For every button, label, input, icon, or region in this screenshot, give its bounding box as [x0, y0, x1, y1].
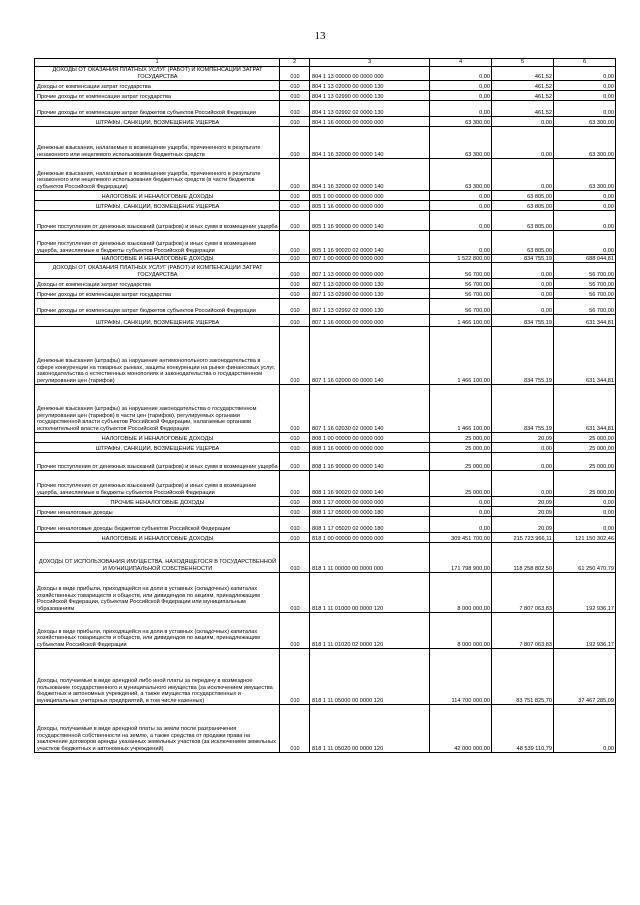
cell-rem: 63 300,00 — [554, 127, 616, 159]
cell-name: Доходы от компенсации затрат государства — [35, 279, 280, 289]
cell-rem: 0,00 — [554, 211, 616, 231]
cell-name: Прочие доходы от компенсации затрат государства — [35, 91, 280, 101]
cell-name: ШТРАФЫ, САНКЦИИ, ВОЗМЕЩЕНИЕ УЩЕРБА — [35, 117, 280, 127]
cell-kbk: 804 1 13 02992 02 0000 130 — [310, 101, 430, 117]
cell-name: ДОХОДЫ ОТ ОКАЗАНИЯ ПЛАТНЫХ УСЛУГ (РАБОТ) И КОМПЕНСАЦИИ ЗАТРАТ ГОСУДАРСТВА — [35, 263, 280, 279]
table-row — [35, 201, 616, 211]
cell-code: 010 — [280, 101, 310, 117]
table-row — [35, 433, 616, 443]
cell-rem: 0,00 — [554, 201, 616, 211]
cell-plan: 25 000,00 — [430, 443, 492, 453]
cell-rem: 121 150 302,46 — [554, 533, 616, 543]
table-row — [35, 279, 616, 289]
cell-code: 010 — [280, 231, 310, 255]
cell-kbk: 808 1 16 00000 00 0000 000 — [310, 443, 430, 453]
cell-rem: 631 344,81 — [554, 327, 616, 385]
table-row — [35, 649, 616, 705]
cell-code: 010 — [280, 507, 310, 517]
column-header: 3 — [310, 59, 430, 67]
cell-plan: 0,00 — [430, 517, 492, 533]
cell-rem: 0,00 — [554, 507, 616, 517]
cell-kbk: 807 1 16 02000 00 0000 140 — [310, 327, 430, 385]
column-header: 5 — [492, 59, 554, 67]
cell-rem: 631 344,81 — [554, 385, 616, 433]
cell-kbk: 808 1 16 90020 02 0000 140 — [310, 471, 430, 497]
cell-code: 010 — [280, 453, 310, 471]
cell-plan: 309 451 700,00 — [430, 533, 492, 543]
cell-code: 010 — [280, 279, 310, 289]
table-row — [35, 533, 616, 543]
cell-rem: 0,00 — [554, 231, 616, 255]
cell-name: Денежные взыскания (штрафы) за нарушение законодательства о государственном регулировании цен (тарифов) в части цен (тарифов), регулируемых органами государственной власти субъектов Российской Федерации, налагаемые органами исполнительной власти субъектов Российской Федерации — [35, 385, 280, 433]
table-row — [35, 315, 616, 327]
table-row — [35, 101, 616, 117]
cell-kbk: 818 1 11 01020 02 0000 120 — [310, 613, 430, 649]
cell-rem: 0,00 — [554, 517, 616, 533]
cell-name: Прочие поступления от денежных взысканий (штрафов) и иных сумм в возмещение ущерба, зачисляемые в бюджеты субъектов Российской Федерации — [35, 471, 280, 497]
cell-name: Денежные взыскания (штрафы) за нарушение антимонопольного законодательства в сфере конкуренции на товарных рынках, защиты конкуренции на рынке финансовых услуг, законодательства о естественных монополиях и законодательства о государственном регулировании цен (тарифов) — [35, 327, 280, 385]
cell-rem: 0,00 — [554, 101, 616, 117]
column-header: 6 — [554, 59, 616, 67]
cell-code: 010 — [280, 211, 310, 231]
table-row — [35, 327, 616, 385]
cell-code: 010 — [280, 191, 310, 201]
cell-plan: 0,00 — [430, 497, 492, 507]
table-row — [35, 497, 616, 507]
cell-rem: 63 300,00 — [554, 159, 616, 191]
cell-rem: 56 700,00 — [554, 289, 616, 299]
cell-code: 010 — [280, 385, 310, 433]
cell-kbk: 818 1 11 01000 00 0000 120 — [310, 573, 430, 613]
cell-kbk: 804 1 13 02990 00 0000 130 — [310, 91, 430, 101]
cell-code: 010 — [280, 117, 310, 127]
cell-kbk: 808 1 17 05000 00 0000 180 — [310, 507, 430, 517]
cell-kbk: 818 1 11 05000 00 0000 120 — [310, 649, 430, 705]
table-row — [35, 299, 616, 315]
cell-kbk: 805 1 16 90000 00 0000 140 — [310, 211, 430, 231]
cell-rem: 25 000,00 — [554, 443, 616, 453]
cell-plan: 1 466 100,00 — [430, 385, 492, 433]
cell-exec: 63 805,00 — [492, 211, 554, 231]
table-body — [35, 67, 616, 753]
table-row — [35, 255, 616, 263]
cell-code: 010 — [280, 613, 310, 649]
cell-name: ДОХОДЫ ОТ ОКАЗАНИЯ ПЛАТНЫХ УСЛУГ (РАБОТ) И КОМПЕНСАЦИИ ЗАТРАТ ГОСУДАРСТВА — [35, 67, 280, 81]
cell-plan: 171 798 900,00 — [430, 543, 492, 573]
cell-name: Прочие доходы от компенсации затрат бюджетов субъектов Российской Федерации — [35, 101, 280, 117]
cell-rem: 0,00 — [554, 81, 616, 91]
cell-code: 010 — [280, 201, 310, 211]
cell-kbk: 807 1 13 02000 00 0000 130 — [310, 279, 430, 289]
cell-exec: 0,00 — [492, 117, 554, 127]
table-row — [35, 517, 616, 533]
cell-rem: 25 000,00 — [554, 453, 616, 471]
table-row — [35, 211, 616, 231]
cell-code: 010 — [280, 517, 310, 533]
table-row — [35, 159, 616, 191]
cell-rem: 25 000,00 — [554, 471, 616, 497]
cell-name: НАЛОГОВЫЕ И НЕНАЛОГОВЫЕ ДОХОДЫ — [35, 255, 280, 263]
cell-exec: 0,00 — [492, 453, 554, 471]
cell-kbk: 804 1 16 32000 00 0000 140 — [310, 127, 430, 159]
cell-kbk: 818 1 00 00000 00 0000 000 — [310, 533, 430, 543]
cell-plan: 8 000 000,00 — [430, 573, 492, 613]
cell-code: 010 — [280, 433, 310, 443]
table-row — [35, 613, 616, 649]
cell-kbk: 808 1 16 90000 00 0000 140 — [310, 453, 430, 471]
cell-name: Прочие доходы от компенсации затрат государства — [35, 289, 280, 299]
table-row — [35, 507, 616, 517]
cell-kbk: 804 1 13 00000 00 0000 000 — [310, 67, 430, 81]
cell-code: 010 — [280, 159, 310, 191]
cell-name: НАЛОГОВЫЕ И НЕНАЛОГОВЫЕ ДОХОДЫ — [35, 533, 280, 543]
cell-name: Денежные взыскания, налагаемые в возмещение ущерба, причиненного в результате незаконного или нецелевого использования бюджетных средств — [35, 127, 280, 159]
cell-plan: 0,00 — [430, 191, 492, 201]
cell-kbk: 808 1 00 00000 00 0000 000 — [310, 433, 430, 443]
cell-name: ПРОЧИЕ НЕНАЛОГОВЫЕ ДОХОДЫ — [35, 497, 280, 507]
cell-exec: 63 805,00 — [492, 231, 554, 255]
cell-code: 010 — [280, 443, 310, 453]
cell-exec: 0,00 — [492, 279, 554, 289]
cell-rem: 25 000,00 — [554, 433, 616, 443]
cell-plan: 63 300,00 — [430, 117, 492, 127]
cell-name: Прочие поступления от денежных взысканий (штрафов) и иных сумм в возмещение ущерба — [35, 453, 280, 471]
cell-plan: 56 700,00 — [430, 263, 492, 279]
cell-kbk: 807 1 13 02990 00 0000 130 — [310, 289, 430, 299]
cell-name: Доходы в виде прибыли, приходящейся на доли в уставных (складочных) капиталах хозяйственных товариществ и обществ, или дивидендов по акциям, принадлежащим субъектам Российской Федерации — [35, 613, 280, 649]
cell-code: 010 — [280, 471, 310, 497]
cell-plan: 56 700,00 — [430, 279, 492, 289]
table-row — [35, 263, 616, 279]
cell-plan: 1 466 100,00 — [430, 327, 492, 385]
table-row — [35, 289, 616, 299]
column-header: 4 — [430, 59, 492, 67]
cell-exec: 461,52 — [492, 91, 554, 101]
cell-kbk: 804 1 16 00000 00 0000 000 — [310, 117, 430, 127]
cell-name: НАЛОГОВЫЕ И НЕНАЛОГОВЫЕ ДОХОДЫ — [35, 191, 280, 201]
cell-name: Доходы, получаемые в виде арендной либо иной платы за передачу в возмездное пользование государственного и муниципального имущества (за исключением имущества бюджетных и автономных учреждений, а также имущества государственных и муниципальных унитарных предприятий, в том числе казенных) — [35, 649, 280, 705]
cell-rem: 61 250 470,79 — [554, 543, 616, 573]
cell-rem: 56 700,00 — [554, 279, 616, 289]
cell-exec: 83 751 825,70 — [492, 649, 554, 705]
cell-plan: 25 000,00 — [430, 471, 492, 497]
cell-code: 010 — [280, 497, 310, 507]
cell-code: 010 — [280, 299, 310, 315]
cell-name: ШТРАФЫ, САНКЦИИ, ВОЗМЕЩЕНИЕ УЩЕРБА — [35, 315, 280, 327]
cell-exec: 7 807 063,83 — [492, 573, 554, 613]
cell-rem: 0,00 — [554, 91, 616, 101]
cell-exec: 20,09 — [492, 497, 554, 507]
cell-exec: 0,00 — [492, 127, 554, 159]
cell-code: 010 — [280, 289, 310, 299]
cell-exec: 461,52 — [492, 67, 554, 81]
cell-plan: 0,00 — [430, 211, 492, 231]
cell-kbk: 807 1 16 02030 02 0000 140 — [310, 385, 430, 433]
cell-rem: 688 044,81 — [554, 255, 616, 263]
cell-exec: 20,09 — [492, 517, 554, 533]
cell-rem: 0,00 — [554, 191, 616, 201]
cell-exec: 63 805,00 — [492, 191, 554, 201]
cell-kbk: 805 1 16 00000 00 0000 000 — [310, 201, 430, 211]
cell-exec: 0,00 — [492, 263, 554, 279]
cell-code: 010 — [280, 263, 310, 279]
cell-exec: 0,00 — [492, 471, 554, 497]
cell-exec: 0,00 — [492, 443, 554, 453]
cell-code: 010 — [280, 533, 310, 543]
cell-name: Прочие поступления от денежных взысканий (штрафов) и иных сумм в возмещение ущерба, зачисляемые в бюджеты субъектов Российской Федерации — [35, 231, 280, 255]
table-row — [35, 231, 616, 255]
cell-plan: 0,00 — [430, 67, 492, 81]
page-number: 13 — [314, 30, 326, 42]
table-header-row — [35, 59, 616, 67]
cell-name: Доходы, получаемые в виде арендной платы за земли после разграничения государственной собственности на землю, а также средства от продажи права на заключение договоров аренды указанных земельных участков (за исключением земельных участков бюджетных и автономных учреждений) — [35, 705, 280, 753]
cell-exec: 0,00 — [492, 159, 554, 191]
cell-name: Прочие неналоговые доходы бюджетов субъектов Российской Федерации — [35, 517, 280, 533]
cell-kbk: 808 1 17 05020 02 0000 180 — [310, 517, 430, 533]
cell-rem: 63 300,00 — [554, 117, 616, 127]
cell-plan: 63 300,00 — [430, 127, 492, 159]
cell-rem: 631 344,81 — [554, 315, 616, 327]
cell-exec: 0,00 — [492, 299, 554, 315]
column-header: 2 — [280, 59, 310, 67]
cell-rem: 56 700,00 — [554, 299, 616, 315]
cell-kbk: 804 1 16 32000 02 0000 140 — [310, 159, 430, 191]
cell-name: Доходы в виде прибыли, приходящейся на доли в уставных (складочных) капиталах хозяйственных товариществ и обществ, или дивидендов по акциям, принадлежащим Российской Федерации, субъектам Российской Федерации или муниципальным образованиям — [35, 573, 280, 613]
table-row — [35, 81, 616, 91]
cell-exec: 834 755,19 — [492, 255, 554, 263]
table-row — [35, 385, 616, 433]
cell-rem: 192 936,17 — [554, 613, 616, 649]
cell-exec: 834 755,19 — [492, 327, 554, 385]
cell-code: 010 — [280, 255, 310, 263]
cell-name: Денежные взыскания, налагаемые в возмещение ущерба, причиненного в результате незаконного или нецелевого использования бюджетных средств (в части бюджетов субъектов Российской Федерации) — [35, 159, 280, 191]
cell-plan: 25 000,00 — [430, 433, 492, 443]
cell-exec: 461,52 — [492, 101, 554, 117]
cell-kbk: 805 1 00 00000 00 0000 000 — [310, 191, 430, 201]
revenue-table — [34, 58, 616, 753]
cell-kbk: 807 1 13 00000 00 0000 000 — [310, 263, 430, 279]
cell-plan: 63 300,00 — [430, 159, 492, 191]
cell-kbk: 807 1 16 00000 00 0000 000 — [310, 315, 430, 327]
cell-kbk: 805 1 16 90020 02 0000 140 — [310, 231, 430, 255]
cell-exec: 834 755,19 — [492, 385, 554, 433]
cell-kbk: 804 1 13 02000 00 0000 130 — [310, 81, 430, 91]
cell-name: ШТРАФЫ, САНКЦИИ, ВОЗМЕЩЕНИЕ УЩЕРБА — [35, 201, 280, 211]
cell-plan: 0,00 — [430, 231, 492, 255]
cell-rem: 0,00 — [554, 67, 616, 81]
cell-rem: 0,00 — [554, 497, 616, 507]
column-header: 1 — [35, 59, 280, 67]
cell-exec: 7 807 063,83 — [492, 613, 554, 649]
table-row — [35, 705, 616, 753]
cell-name: ДОХОДЫ ОТ ИСПОЛЬЗОВАНИЯ ИМУЩЕСТВА, НАХОДЯЩЕГОСЯ В ГОСУДАРСТВЕННОЙ И МУНИЦИПАЛЬНОЙ СОБСТВЕННОСТИ — [35, 543, 280, 573]
cell-exec: 215 723 966,11 — [492, 533, 554, 543]
table-row — [35, 91, 616, 101]
cell-plan: 0,00 — [430, 201, 492, 211]
table-row — [35, 543, 616, 573]
cell-code: 010 — [280, 315, 310, 327]
cell-code: 010 — [280, 573, 310, 613]
cell-name: ШТРАФЫ, САНКЦИИ, ВОЗМЕЩЕНИЕ УЩЕРБА — [35, 443, 280, 453]
table-row — [35, 471, 616, 497]
table-row — [35, 117, 616, 127]
cell-code: 010 — [280, 127, 310, 159]
cell-plan: 0,00 — [430, 507, 492, 517]
cell-rem: 37 467 285,09 — [554, 649, 616, 705]
cell-exec: 834 755,19 — [492, 315, 554, 327]
cell-exec: 48 539 110,79 — [492, 705, 554, 753]
cell-plan: 0,00 — [430, 101, 492, 117]
table-row — [35, 67, 616, 81]
cell-plan: 0,00 — [430, 91, 492, 101]
cell-plan: 25 000,00 — [430, 453, 492, 471]
cell-code: 010 — [280, 543, 310, 573]
cell-plan: 56 700,00 — [430, 289, 492, 299]
cell-kbk: 818 1 11 05020 00 0000 120 — [310, 705, 430, 753]
cell-name: Прочие доходы от компенсации затрат бюджетов субъектов Российской Федерации — [35, 299, 280, 315]
cell-kbk: 807 1 13 02992 02 0000 130 — [310, 299, 430, 315]
cell-name: Доходы от компенсации затрат государства — [35, 81, 280, 91]
cell-kbk: 807 1 00 00000 00 0000 000 — [310, 255, 430, 263]
table-row — [35, 453, 616, 471]
cell-plan: 42 000 000,00 — [430, 705, 492, 753]
cell-plan: 1 522 800,00 — [430, 255, 492, 263]
cell-plan: 1 466 100,00 — [430, 315, 492, 327]
cell-exec: 461,52 — [492, 81, 554, 91]
cell-name: Прочие неналоговые доходы — [35, 507, 280, 517]
cell-plan: 56 700,00 — [430, 299, 492, 315]
cell-name: Прочие поступления от денежных взысканий (штрафов) и иных сумм в возмещение ущерба — [35, 211, 280, 231]
cell-name: НАЛОГОВЫЕ И НЕНАЛОГОВЫЕ ДОХОДЫ — [35, 433, 280, 443]
table-row — [35, 127, 616, 159]
cell-exec: 20,09 — [492, 507, 554, 517]
cell-exec: 63 805,00 — [492, 201, 554, 211]
cell-rem: 0,00 — [554, 705, 616, 753]
cell-kbk: 808 1 17 00000 00 0000 000 — [310, 497, 430, 507]
cell-rem: 192 936,17 — [554, 573, 616, 613]
cell-code: 010 — [280, 705, 310, 753]
cell-code: 010 — [280, 649, 310, 705]
table-row — [35, 191, 616, 201]
cell-kbk: 818 1 11 00000 00 0000 000 — [310, 543, 430, 573]
cell-code: 010 — [280, 327, 310, 385]
cell-plan: 8 000 000,00 — [430, 613, 492, 649]
cell-rem: 56 700,00 — [554, 263, 616, 279]
cell-code: 010 — [280, 91, 310, 101]
cell-exec: 0,00 — [492, 289, 554, 299]
cell-exec: 118 258 802,50 — [492, 543, 554, 573]
cell-code: 010 — [280, 67, 310, 81]
cell-plan: 0,00 — [430, 81, 492, 91]
cell-code: 010 — [280, 81, 310, 91]
cell-plan: 114 700 000,00 — [430, 649, 492, 705]
table-row — [35, 443, 616, 453]
cell-exec: 20,09 — [492, 433, 554, 443]
table-row — [35, 573, 616, 613]
